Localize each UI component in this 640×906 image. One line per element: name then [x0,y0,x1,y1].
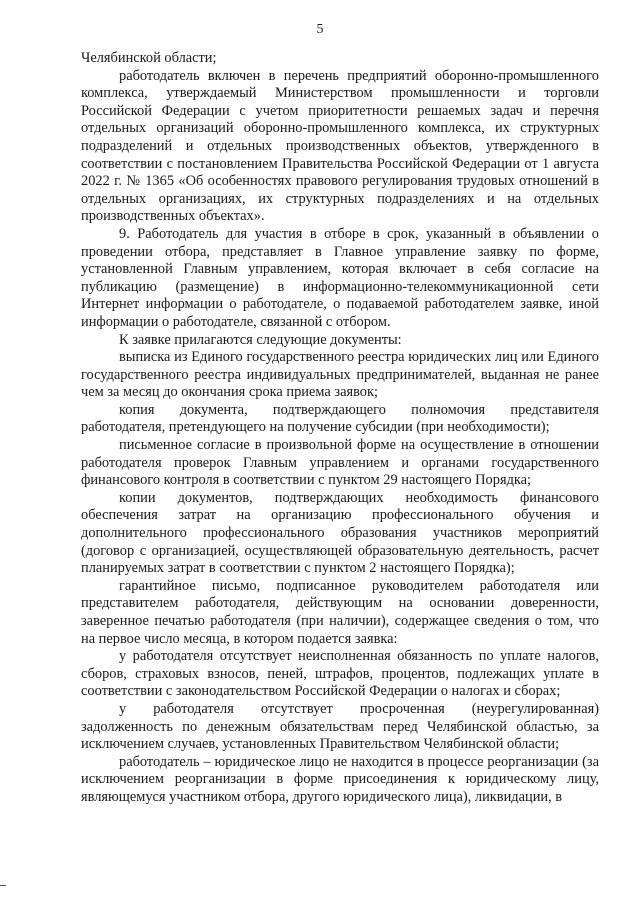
scan-edge-mark [0,885,6,886]
paragraph-documents-intro: К заявке прилагаются следующие документы: [119,331,402,348]
paragraph-continuation: Челябинской области; [81,50,217,66]
paragraph-authority-copy: копия документа, подтверждающего полномочия представителя работодателя, претендующего на получение субсидии (при необходимости); [81,401,599,436]
paragraph-not-reorganizing: работодатель – юридическое лицо не находится в процессе реорганизации (за исключением реорганизации в форме присоединения к юридическому лицу, являющемуся участником отбора, другого юридического лица), ликвидации, в [81,753,599,805]
paragraph-clause-9: 9. Работодатель для участия в отборе в срок, указанный в объявлении о проведении отбора, представляет в Главное управление заявку по форме, установленной Главным управлением, которая включает в себя согласие на публикацию (размещение) в информационно-телекоммуникационной сети Интернет информации о работодателе, о подаваемой работодателем заявке, иной информации о работодателе, связанной с отбором. [81,225,599,330]
paragraph-no-overdue-debt: у работодателя отсутствует просроченная (неурегулированная) задолженность по денежным обязательствам перед Челябинской областью, за исключением случаев, установленных Правительством Челябинской области; [81,700,599,753]
paragraph-defense-industry: работодатель включен в перечень предприятий оборонно-промышленного комплекса, утверждаемый Министерством промышленности и торговли Российской Федерации с учетом приоритетности решаемых задач и перечня отдельных организаций оборонно-промышленного комплекса, их структурных подразделений и отдельных производственных объектов, утвержденного в соответствии с постановлением Правительства Российской Федерации от 1 августа 2022 г. № 1365 «Об особенностях правового регулирования трудовых отношений в отдельных организациях, их структурных подразделениях и на отдельных производственных объектах». [81,67,599,225]
page-number: 5 [316,22,324,37]
document-body [81,50,599,807]
paragraph-guarantee-letter: гарантийное письмо, подписанное руководителем работодателя или представителем работодателя, действующим на основании доверенности, заверенное печатью работодателя (при наличии), содержащее сведения о том, что на первое число месяца, в котором подается заявка: [81,577,599,647]
paragraph-cost-documents: копии документов, подтверждающих необходимость финансового обеспечения затрат на организацию профессионального обучения и дополнительного профессионального образования участников мероприятий (договор с организацией, осуществляющей образовательную деятельность, расчет планируемых затрат в соответствии с пунктом 2 настоящего Порядка); [81,489,599,577]
paragraph-written-consent: письменное согласие в произвольной форме на осуществление в отношении работодателя проверок Главным управлением и органами государственного финансового контроля в соответствии с пунктом 29 настоящего Порядка; [81,437,599,489]
paragraph-registry-extract: выписка из Единого государственного реестра юридических лиц или Единого государственного реестра индивидуальных предпринимателей, выданная не ранее чем за месяц до окончания срока приема заявок; [81,349,599,401]
paragraph-no-tax-debt: у работодателя отсутствует неисполненная обязанность по уплате налогов, сборов, страховых взносов, пеней, штрафов, процентов, подлежащих уплате в соответствии с законодательством Российской Федерации о налогах и сборах; [81,648,599,700]
